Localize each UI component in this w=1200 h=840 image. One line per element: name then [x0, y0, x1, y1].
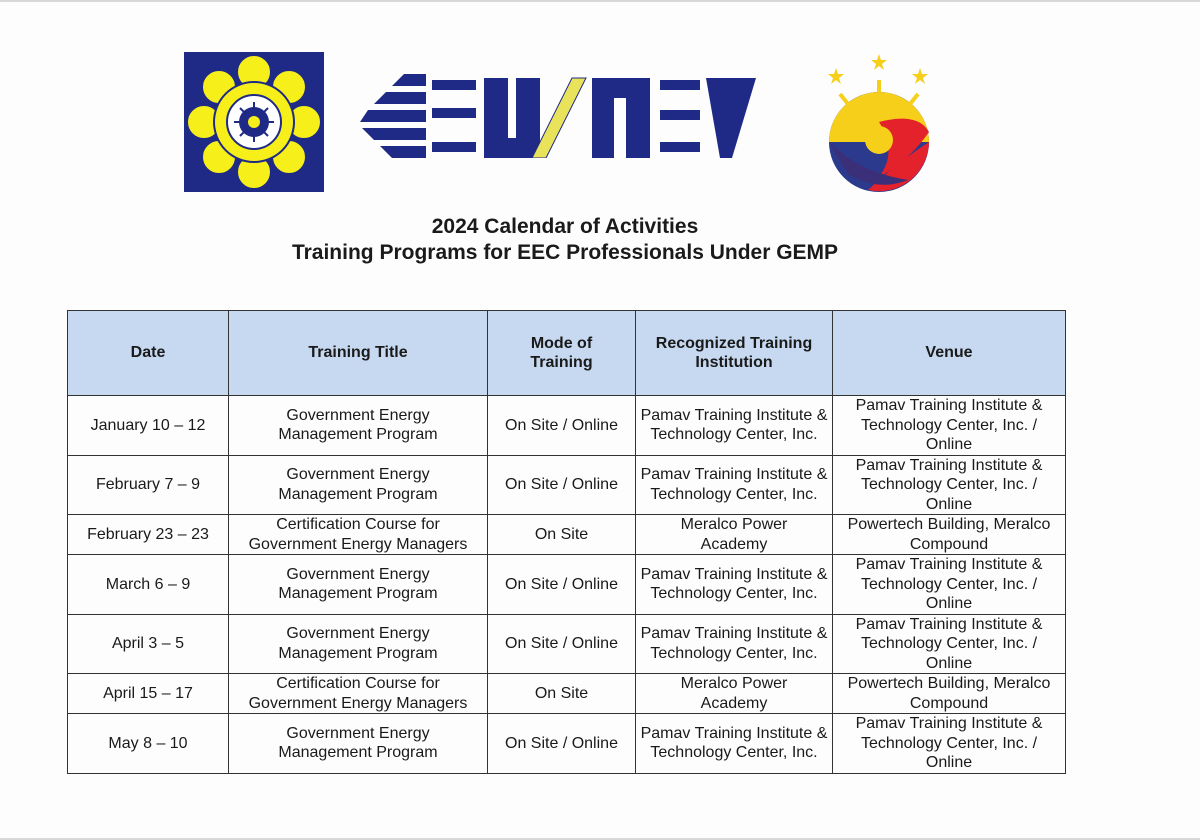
- cell-mode: On Site / Online: [488, 455, 636, 515]
- cell-date: April 15 – 17: [68, 674, 229, 714]
- cell-institution: Pamav Training Institute & Technology Center, Inc.: [636, 396, 833, 456]
- document-title: 2024 Calendar of Activities: [431, 215, 699, 238]
- cell-institution: Meralco Power Academy: [636, 674, 833, 714]
- cell-institution: Pamav Training Institute & Technology Center, Inc.: [636, 455, 833, 515]
- cell-date: February 23 – 23: [68, 515, 229, 555]
- cell-venue: Pamav Training Institute & Technology Center, Inc. / Online: [833, 555, 1066, 615]
- cell-institution: Meralco Power Academy: [636, 515, 833, 555]
- header-mode-of-training: [488, 311, 636, 396]
- cell-date: May 8 – 10: [68, 714, 229, 774]
- table-row: [68, 396, 1066, 456]
- cell-institution: Pamav Training Institute & Technology Center, Inc.: [636, 714, 833, 774]
- cell-date: February 7 – 9: [68, 455, 229, 515]
- table-row: [68, 714, 1066, 774]
- cell-title: Government Energy Management Program: [229, 555, 488, 615]
- cell-mode: On Site / Online: [488, 614, 636, 674]
- cell-date: January 10 – 12: [68, 396, 229, 456]
- cell-venue: Pamav Training Institute & Technology Center, Inc. / Online: [833, 714, 1066, 774]
- cell-venue: Powertech Building, Meralco Compound: [833, 674, 1066, 714]
- cell-mode: On Site / Online: [488, 714, 636, 774]
- document-subtitle: Training Programs for EEC Professionals Under GEMP: [291, 241, 839, 264]
- cell-mode: On Site / Online: [488, 555, 636, 615]
- header-institution: Recognized Training Institution: [636, 311, 833, 396]
- eume-logo: [360, 74, 756, 158]
- table-row: [68, 614, 1066, 674]
- table-header-row: [68, 311, 1066, 396]
- header-mode-label: Mode of Training: [530, 334, 593, 371]
- philippine-sun-logo: [808, 52, 950, 192]
- cell-title: Government Energy Management Program: [229, 396, 488, 456]
- cell-mode: On Site / Online: [488, 396, 636, 456]
- cell-title: Certification Course for Government Energy Managers: [229, 515, 488, 555]
- cell-title: Government Energy Management Program: [229, 455, 488, 515]
- cell-venue: Powertech Building, Meralco Compound: [833, 515, 1066, 555]
- cell-date: April 3 – 5: [68, 614, 229, 674]
- cell-venue: Pamav Training Institute & Technology Center, Inc. / Online: [833, 396, 1066, 456]
- cell-institution: Pamav Training Institute & Technology Center, Inc.: [636, 555, 833, 615]
- cell-venue: Pamav Training Institute & Technology Center, Inc. / Online: [833, 455, 1066, 515]
- header-training-title: Training Title: [229, 311, 488, 396]
- cell-mode: On Site: [488, 515, 636, 555]
- table-row: [68, 455, 1066, 515]
- cell-title: Government Energy Management Program: [229, 614, 488, 674]
- header-date: Date: [68, 311, 229, 396]
- cell-title: Certification Course for Government Energy Managers: [229, 674, 488, 714]
- cell-mode: On Site: [488, 674, 636, 714]
- cell-institution: Pamav Training Institute & Technology Center, Inc.: [636, 614, 833, 674]
- scan-edge-top: [0, 0, 1200, 2]
- cell-title: Government Energy Management Program: [229, 714, 488, 774]
- cell-venue: Pamav Training Institute & Technology Center, Inc. / Online: [833, 614, 1066, 674]
- table-row: [68, 555, 1066, 615]
- department-of-energy-seal-logo: [184, 52, 324, 192]
- cell-date: March 6 – 9: [68, 555, 229, 615]
- header-venue: Venue: [833, 311, 1066, 396]
- table-row: [68, 515, 1066, 555]
- training-schedule-table: [67, 310, 1066, 774]
- table-row: [68, 674, 1066, 714]
